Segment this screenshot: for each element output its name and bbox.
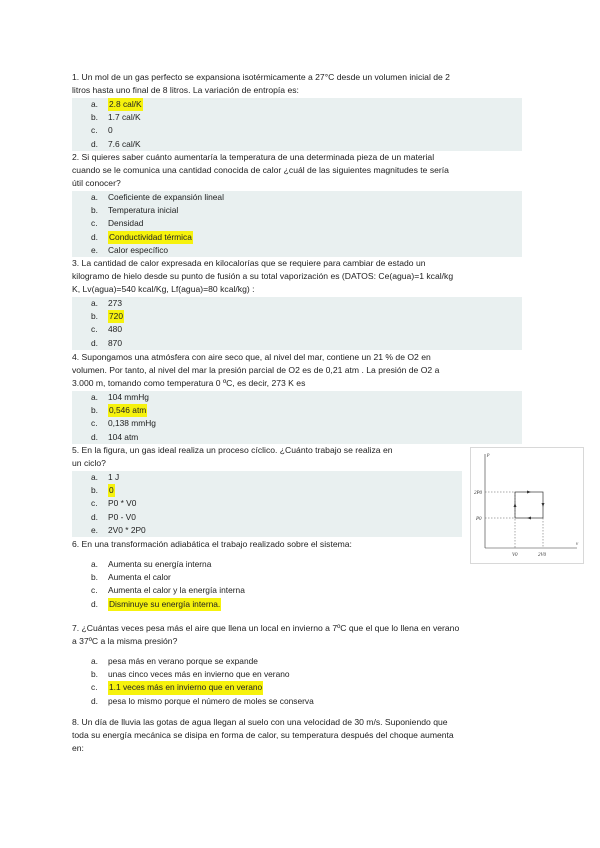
option-7b-text: unas cinco veces más en invierno que en verano	[108, 669, 290, 680]
option-7a[interactable]: a. pesa más en verano porque se expande	[72, 655, 522, 668]
option-5b[interactable]: b. 0	[72, 484, 462, 497]
question-3-line-2: kilogramo de hielo desde su punto de fusión a su total vaporización es (DATOS: Ce(agua)=1 kcal/kg	[72, 271, 454, 282]
option-2a-text: Coeficiente de expansión lineal	[108, 192, 224, 202]
option-3d[interactable]: d. 870	[72, 337, 522, 350]
option-6c[interactable]: c. Aumenta el calor y la energía interna	[72, 584, 522, 597]
option-7d-text: pesa lo mismo porque el número de moles se conserva	[108, 695, 314, 706]
option-3a[interactable]: a. 273	[72, 297, 522, 310]
question-7	[72, 622, 532, 648]
option-1d[interactable]: d. 7.6 cal/K	[72, 138, 522, 151]
option-6c-text: Aumenta el calor y la energía interna	[108, 585, 245, 596]
question-6-line-1: 6. En una transformación adiabática el trabajo realizado sobre el sistema:	[72, 539, 352, 549]
question-7-options	[72, 655, 522, 708]
option-5d[interactable]: d. P0 - V0	[72, 511, 462, 524]
question-4	[72, 351, 532, 391]
option-4b-text: 0,546 atm	[108, 404, 147, 417]
option-2e[interactable]: e. Calor específico	[72, 244, 522, 257]
question-5-line-2: un ciclo?	[72, 458, 106, 469]
option-2a[interactable]: a. Coeficiente de expansión lineal	[72, 191, 522, 204]
option-2c-text: Densidad	[108, 218, 144, 229]
option-2b[interactable]: b. Temperatura inicial	[72, 204, 522, 217]
option-2b-text: Temperatura inicial	[108, 205, 179, 216]
option-5e-text: 2V0 * 2P0	[108, 524, 146, 535]
option-3c[interactable]: c. 480	[72, 323, 522, 336]
question-7-line-2: a 37ºC a la misma presión?	[72, 636, 178, 647]
label-2v0: 2V0	[538, 553, 547, 558]
option-3b-text: 720	[108, 310, 124, 323]
option-6b-text: Aumenta el calor	[108, 572, 171, 583]
option-4d[interactable]: d. 104 atm	[72, 431, 522, 444]
arrow-left-icon	[527, 517, 531, 520]
option-3d-text: 870	[108, 337, 122, 348]
option-3a-text: 273	[108, 298, 122, 308]
cycle-path	[515, 492, 543, 518]
option-6a-text: Aumenta su energía interna	[108, 559, 212, 569]
question-8-line-2: toda su energía mecánica se disipa en forma de calor, su temperatura después del choque aumenta	[72, 730, 454, 741]
arrow-down-icon	[542, 503, 545, 507]
option-1a[interactable]: a. 2.8 cal/K	[72, 98, 522, 111]
option-5a-text: 1 J	[108, 472, 120, 482]
option-5e[interactable]: e. 2V0 * 2P0	[72, 524, 462, 537]
question-1	[72, 71, 532, 97]
question-2	[72, 151, 532, 191]
option-1a-text: 2.8 cal/K	[108, 98, 143, 111]
question-3	[72, 257, 532, 297]
question-5	[72, 444, 462, 470]
option-1c-text: 0	[108, 125, 113, 136]
question-2-line-1: 2. Si quieres saber cuánto aumentaría la temperatura de una determinada pieza de un material	[72, 152, 435, 162]
option-2c[interactable]: c. Densidad	[72, 217, 522, 230]
question-1-options	[72, 98, 522, 151]
question-3-line-3: K, Lv(agua)=540 kcal/Kg, Lf(agua)=80 kcal/kg) :	[72, 284, 255, 295]
option-7c[interactable]: c. 1.1 veces más en invierno que en verano	[72, 681, 522, 694]
question-2-line-3: útil conocer?	[72, 178, 121, 189]
question-4-line-2: volumen. Por tanto, al nivel del mar la presión parcial de O2 es de 0,21 atm . La presión de O2 a	[72, 365, 440, 376]
pv-diagram	[471, 448, 583, 563]
label-p0: P0	[476, 517, 482, 522]
question-4-options	[72, 391, 522, 444]
option-5c-text: P0 * V0	[108, 498, 137, 509]
option-7d[interactable]: d. pesa lo mismo porque el número de moles se conserva	[72, 695, 522, 708]
question-8-line-3: en:	[72, 743, 84, 754]
option-4c-text: 0,138 mmHg	[108, 418, 156, 429]
question-5-line-1: 5. En la figura, un gas ideal realiza un proceso cíclico. ¿Cuánto trabajo se realiza en	[72, 445, 393, 455]
option-2e-text: Calor específico	[108, 244, 169, 255]
option-3c-text: 480	[108, 324, 122, 335]
option-5b-text: 0	[108, 484, 115, 497]
option-4c[interactable]: c. 0,138 mmHg	[72, 417, 522, 430]
option-1c[interactable]: c. 0	[72, 124, 522, 137]
option-3b[interactable]: b. 720	[72, 310, 522, 323]
option-1b-text: 1.7 cal/K	[108, 112, 141, 123]
question-2-line-2: cuando se le comunica una cantidad conocida de calor ¿cuál de las siguientes magnitudes te sería	[72, 165, 449, 176]
question-4-line-1: 4. Supongamos una atmósfera con aire seco que, al nivel del mar, contiene un 21 % de O2 en	[72, 352, 431, 362]
option-6b[interactable]: b. Aumenta el calor	[72, 571, 522, 584]
option-5d-text: P0 - V0	[108, 511, 136, 522]
v-axis-label: v	[576, 542, 579, 547]
question-5-options	[72, 471, 462, 537]
option-2d[interactable]: d. Conductividad térmica	[72, 231, 522, 244]
option-6d-text: Disminuye su energía interna.	[108, 598, 221, 611]
pv-diagram-figure	[470, 447, 584, 564]
question-7-line-1: 7. ¿Cuántas veces pesa más el aire que llena un local en invierno a 7ºC que el que lo llena en verano	[72, 623, 460, 633]
option-7a-text: pesa más en verano porque se expande	[108, 656, 258, 666]
option-1d-text: 7.6 cal/K	[108, 138, 141, 149]
question-2-options	[72, 191, 522, 257]
option-4a[interactable]: a. 104 mmHg	[72, 391, 522, 404]
option-2d-text: Conductividad térmica	[108, 231, 193, 244]
option-7c-text: 1.1 veces más en invierno que en verano	[108, 681, 263, 694]
question-1-line-2: litros hasta uno final de 8 litros. La variación de entropía es:	[72, 85, 299, 96]
question-8-line-1: 8. Un día de lluvia las gotas de agua llegan al suelo con una velocidad de 30 m/s. Suponiendo que	[72, 717, 448, 727]
option-4a-text: 104 mmHg	[108, 392, 149, 402]
option-1b[interactable]: b. 1.7 cal/K	[72, 111, 522, 124]
question-8	[72, 716, 532, 756]
label-2p0: 2P0	[474, 491, 483, 496]
question-6-options	[72, 558, 522, 611]
question-6	[72, 538, 472, 551]
option-4d-text: 104 atm	[108, 431, 139, 442]
option-5a[interactable]: a. 1 J	[72, 471, 462, 484]
p-axis-label: p	[487, 453, 490, 458]
option-6a[interactable]: a. Aumenta su energía interna	[72, 558, 522, 571]
option-4b[interactable]: b. 0,546 atm	[72, 404, 522, 417]
question-1-line-1: 1. Un mol de un gas perfecto se expansiona isotérmicamente a 27°C desde un volumen inicial de 2	[72, 72, 450, 82]
label-v0: V0	[512, 553, 518, 558]
arrow-right-icon	[527, 491, 531, 494]
option-5c[interactable]: c. P0 * V0	[72, 497, 462, 510]
question-3-options	[72, 297, 522, 350]
question-3-line-1: 3. La cantidad de calor expresada en kilocalorías que se requiere para cambiar de estado un	[72, 258, 426, 268]
option-7b[interactable]: b. unas cinco veces más en invierno que en verano	[72, 668, 522, 681]
arrow-up-icon	[514, 503, 517, 507]
question-4-line-3: 3.000 m, tomando como temperatura 0 ºC, es decir, 273 K es	[72, 378, 306, 389]
option-6d[interactable]: d. Disminuye su energía interna.	[72, 598, 522, 611]
